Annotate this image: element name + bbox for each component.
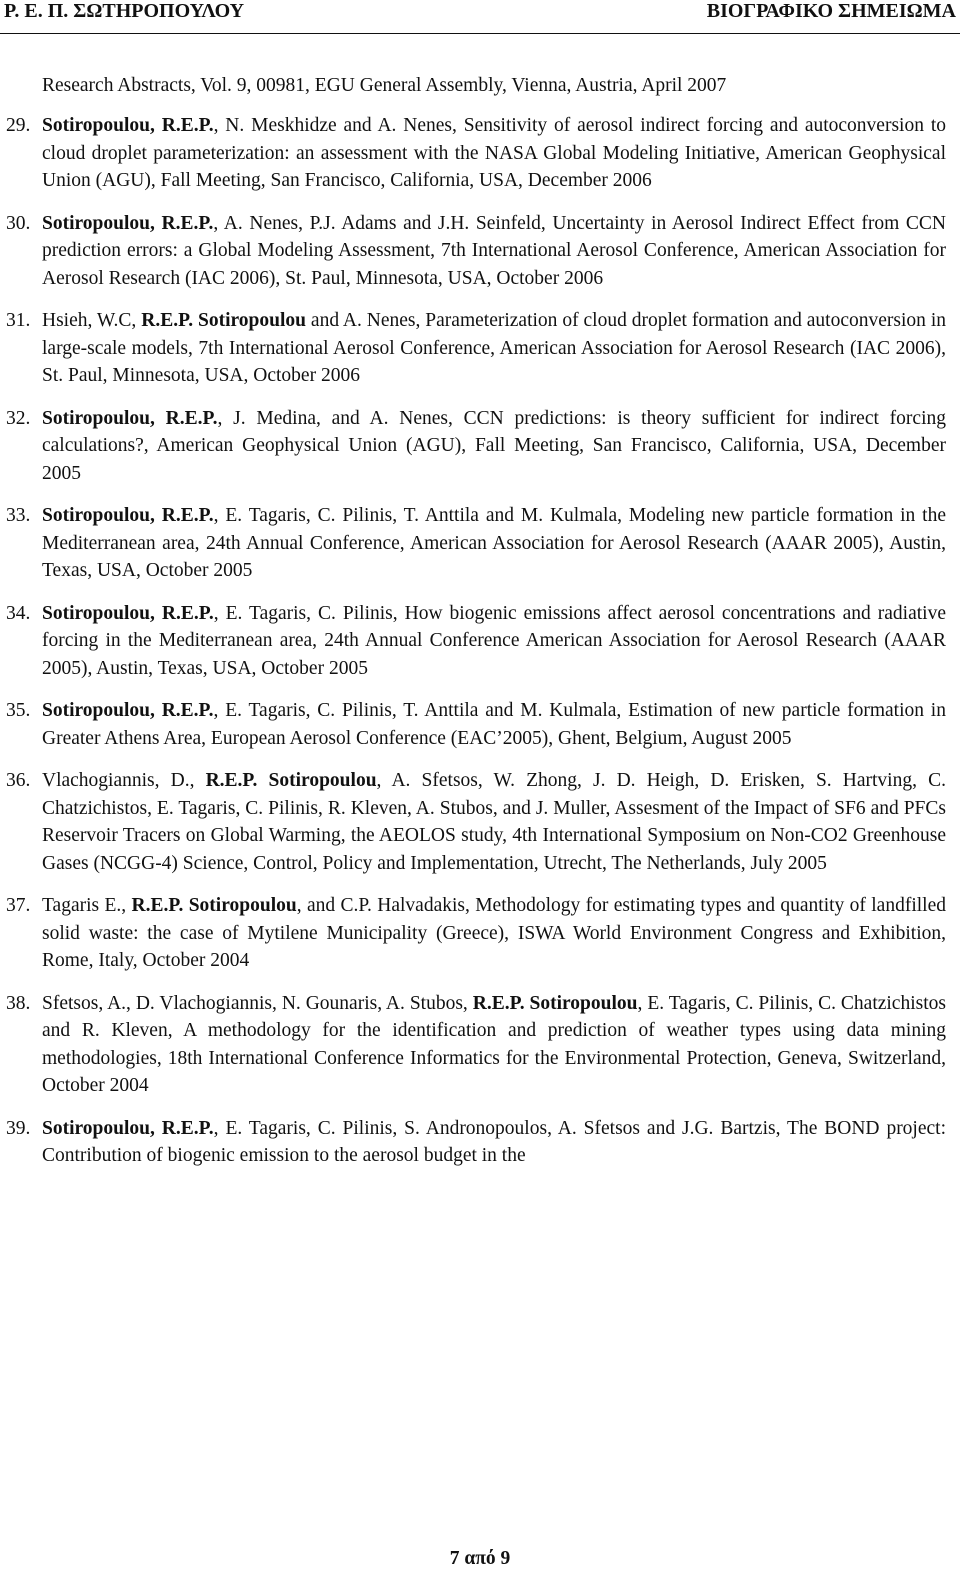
reference-author-bold: R.E.P. Sotiropoulou — [141, 310, 306, 331]
reference-author-bold: Sotiropoulou, R.E.P. — [42, 1117, 214, 1139]
reference-number: 39. — [6, 1117, 31, 1139]
reference-text: , and C.P. Halvadakis, Methodology for estimating types and quantity of landfilled solid waste: the case of Mytilene Municipality (Greece), ISWA World Environment Congress and Exhibition, Rome, Italy, October 2004 — [42, 895, 946, 971]
reference-item — [6, 990, 946, 1100]
reference-author-bold: Sotiropoulou, R.E.P. — [42, 505, 214, 526]
reference-author-bold: R.E.P. Sotiropoulou — [131, 895, 297, 916]
header-document-title: ΒΙΟΓΡΑΦΙΚΟ ΣΗΜΕΙΩΜΑ — [706, 0, 956, 22]
reference-text: and A. Nenes, Parameterization of cloud droplet formation and autoconversion in large-scale models, 7th International Aerosol Conference, American Association for Aerosol Research (IAC 2006), St. Paul, Minnesota, USA, October 2006 — [42, 310, 946, 386]
reference-text-lead: Sfetsos, A., D. Vlachogiannis, N. Gounaris, A. Stubos, — [42, 992, 473, 1014]
reference-text-lead: Hsieh, W.C, — [42, 310, 142, 331]
reference-text: , J. Medina, and A. Nenes, CCN predictions: is theory sufficient for indirect forcing calculations?, American Geophysical Union (AGU), Fall Meeting, San Francisco, California, USA, December 2005 — [42, 407, 946, 484]
reference-item — [6, 210, 946, 293]
reference-number: 29. — [6, 115, 31, 136]
reference-author-bold: Sotiropoulou, R.E.P. — [42, 700, 214, 721]
reference-author-bold: R.E.P. Sotiropoulou — [472, 992, 638, 1014]
reference-list — [6, 112, 946, 1170]
reference-author-bold: Sotiropoulou, R.E.P. — [42, 212, 214, 234]
reference-item — [6, 307, 946, 390]
reference-text: , A. Nenes, P.J. Adams and J.H. Seinfeld, Uncertainty in Aerosol Indirect Effect from CCN prediction errors: a Global Modeling Assessment, 7th International Aerosol Conference, American Association for Aerosol Research (IAC 2006), St. Paul, Minnesota, USA, October 2006 — [42, 212, 946, 289]
reference-text: , E. Tagaris, C. Pilinis, T. Anttila and M. Kulmala, Estimation of new particle formation in Greater Athens Area, European Aerosol Conference (EAC’2005), Ghent, Belgium, August 2005 — [42, 700, 946, 749]
reference-author-bold: R.E.P. Sotiropoulou — [205, 770, 377, 791]
reference-text: , E. Tagaris, C. Pilinis, T. Anttila and M. Kulmala, Modeling new particle formation in the Mediterranean area, 24th Annual Conference, American Association for Aerosol Research (AAAR 2005), Austin, Texas, USA, October 2005 — [42, 505, 946, 581]
reference-text: , E. Tagaris, C. Pilinis, C. Chatzichistos and R. Kleven, A methodology for the identification and prediction of weather types using data mining methodologies, 18th International Conference Informatics for the Environmental Protection, Geneva, Switzerland, October 2004 — [42, 992, 946, 1096]
reference-text: , E. Tagaris, C. Pilinis, How biogenic emissions affect aerosol concentrations and radiative forcing in the Mediterranean area, 24th Annual Conference American Association for Aerosol Research (AAAR 2005), Austin, Texas, USA, October 2005 — [42, 602, 946, 679]
reference-number: 30. — [6, 212, 31, 234]
continued-reference-text: Research Abstracts, Vol. 9, 00981, EGU General Assembly, Vienna, Austria, April 2007 — [42, 75, 727, 96]
reference-text: , N. Meskhidze and A. Nenes, Sensitivity of aerosol indirect forcing and autoconversion to cloud droplet parameterization: an assessment with the NASA Global Modeling Initiative, American Geophysical Union (AGU), Fall Meeting, San Francisco, California, USA, December 2006 — [42, 115, 946, 191]
reference-number: 34. — [6, 602, 31, 624]
document-body — [0, 72, 960, 1185]
header-author: P. E. Π. ΣΩΤΗΡΟΠΟΥΛΟΥ — [4, 0, 245, 22]
reference-item — [6, 767, 946, 877]
page-header — [0, 0, 960, 34]
page-number: 7 από 9 — [449, 1548, 511, 1569]
reference-number: 32. — [6, 407, 31, 429]
reference-text-lead: Tagaris E., — [42, 895, 132, 916]
reference-author-bold: Sotiropoulou, R.E.P. — [42, 602, 214, 624]
page-footer — [0, 1547, 960, 1571]
reference-item — [6, 112, 946, 195]
reference-item — [6, 697, 946, 752]
reference-author-bold: Sotiropoulou, R.E.P. — [42, 407, 218, 429]
reference-item — [6, 405, 946, 488]
reference-text: , A. Sfetsos, W. Zhong, J. D. Heigh, D. Erisken, S. Hartving, C. Chatzichistos, E. Tagaris, C. Pilinis, R. Kleven, A. Stubos, and J. Muller, Assesment of the Impact of SF6 and PFCs Reservoir Tracers on Global Warming, the AEOLOS study, 4th International Symposium on Non-CO2 Greenhouse Gases (NCGG-4) Science, Control, Policy and Implementation, Utrecht, The Netherlands, July 2005 — [42, 770, 946, 874]
reference-number: 38. — [6, 992, 31, 1014]
reference-item — [6, 502, 946, 585]
reference-number: 31. — [6, 310, 31, 331]
reference-author-bold: Sotiropoulou, R.E.P. — [42, 115, 214, 136]
reference-number: 37. — [6, 895, 31, 916]
reference-text-lead: Vlachogiannis, D., — [42, 770, 206, 791]
reference-item — [6, 1115, 946, 1170]
reference-number: 33. — [6, 505, 31, 526]
reference-text: , E. Tagaris, C. Pilinis, S. Andronopoulos, A. Sfetsos and J.G. Bartzis, The BOND project: Contribution of biogenic emission to the aerosol budget in the — [42, 1117, 946, 1166]
reference-number: 35. — [6, 700, 31, 721]
reference-item — [6, 892, 946, 975]
reference-number: 36. — [6, 770, 31, 791]
reference-item — [6, 600, 946, 683]
